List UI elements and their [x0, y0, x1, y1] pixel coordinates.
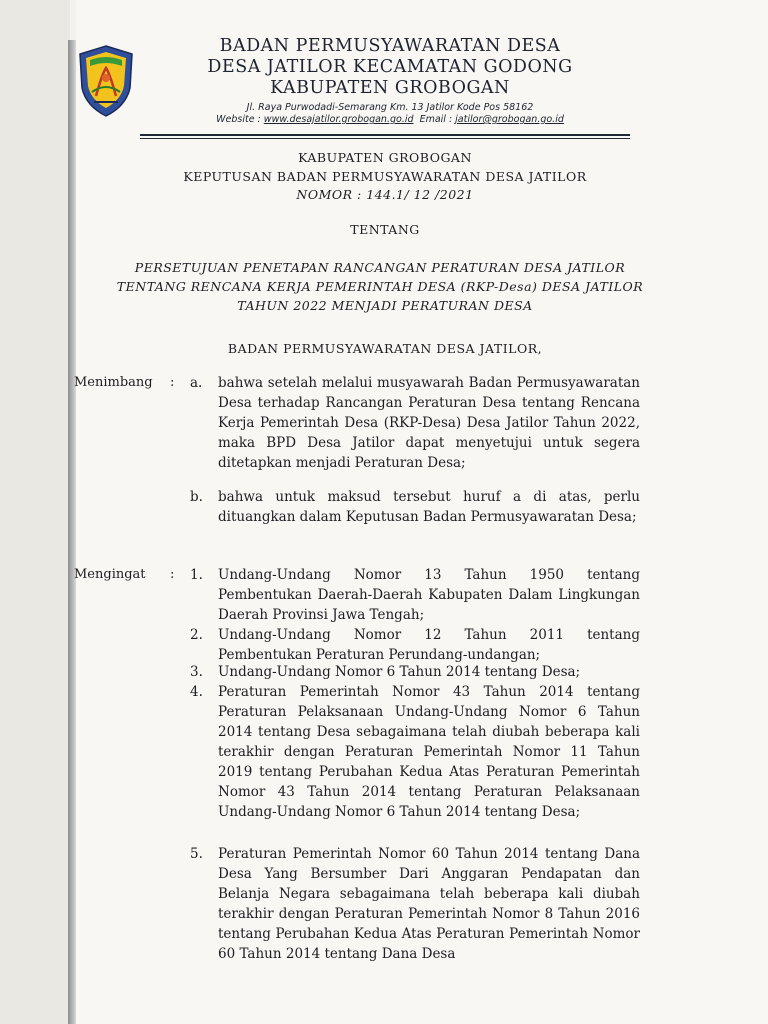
subject-line-2: TENTANG RENCANA KERJA PEMERINTAH DESA (RKP-Desa) DESA JATILOR — [116, 279, 644, 294]
decree-about: TENTANG — [350, 222, 420, 237]
issuing-body: BADAN PERMUSYAWARATAN DESA JATILOR, — [227, 341, 543, 356]
letterhead-line-2: DESA JATILOR KECAMATAN GODONG — [207, 57, 573, 77]
menimbang-colon: : — [170, 375, 175, 390]
subject-line-3: TAHUN 2022 MENJADI PERATURAN DESA — [237, 298, 533, 313]
letterhead-line-1: BADAN PERMUSYAWARATAN DESA — [219, 36, 561, 56]
mengingat-marker-1: 1. — [190, 567, 203, 583]
mengingat-item-5: Peraturan Pemerintah Nomor 60 Tahun 2014 tentang Dana Desa Yang Bersumber Dari Anggaran Pendapatan dan Belanja Negara sebagaimana telah beberapa kali diubah terakhir dengan Peraturan Pemerintah Nomor 8 Tahun 2016 tentang Perubahan Kedua Atas Peraturan Pemerintah Nomor 60 Tahun 2014 tentang Dana Desa — [218, 846, 640, 962]
email-label: Email : — [419, 114, 453, 125]
scan-margin — [0, 0, 70, 1024]
menimbang-marker-b: b. — [190, 489, 203, 505]
letterhead-address: Jl. Raya Purwodadi-Semarang Km. 13 Jatilor Kode Pos 58162 — [246, 102, 534, 113]
letterhead-contact — [150, 114, 630, 125]
mengingat-marker-3: 3. — [190, 664, 203, 680]
mengingat-item-3: Undang-Undang Nomor 6 Tahun 2014 tentang Desa; — [218, 664, 581, 680]
mengingat-label: Mengingat — [74, 567, 146, 582]
subject-line-1: PERSETUJUAN PENETAPAN RANCANGAN PERATURAN DESA JATILOR — [134, 260, 626, 275]
mengingat-marker-2: 2. — [190, 627, 203, 643]
grobogan-emblem-icon — [78, 44, 134, 118]
mengingat-item-1: Undang-Undang Nomor 13 Tahun 1950 tentang Pembentukan Daerah-Daerah Kabupaten Dalam Lingkungan Daerah Provinsi Jawa Tengah; — [218, 567, 640, 623]
binding-shadow — [68, 40, 76, 1024]
letterhead-rule-thick — [140, 134, 630, 136]
letterhead-line-3: KABUPATEN GROBOGAN — [270, 78, 510, 98]
menimbang-label: Menimbang — [74, 375, 153, 390]
decree-regency: KABUPATEN GROBOGAN — [298, 150, 472, 165]
menimbang-marker-a: a. — [190, 375, 203, 391]
email-link[interactable]: jatilor@grobogan.go.id — [455, 114, 564, 125]
menimbang-item-b: bahwa untuk maksud tersebut huruf a di atas, perlu dituangkan dalam Keputusan Badan Permusyawaratan Desa; — [218, 489, 640, 525]
mengingat-item-4: Peraturan Pemerintah Nomor 43 Tahun 2014 tentang Peraturan Pelaksanaan Undang-Undang Nomor 6 Tahun 2014 tentang Desa sebagaimana telah diubah beberapa kali terakhir dengan Peraturan Pemerintah Nomor 11 Tahun 2019 tentang Perubahan Kedua Atas Peraturan Pemerintah Nomor 43 Tahun 2014 tentang Peraturan Pelaksanaan Undang-Undang Nomor 6 Tahun 2014 tentang Desa; — [218, 684, 640, 820]
letterhead — [150, 36, 630, 125]
letterhead-rule-thin — [140, 138, 630, 139]
decree-title: KEPUTUSAN BADAN PERMUSYAWARATAN DESA JATILOR — [183, 169, 587, 184]
menimbang-item-a: bahwa setelah melalui musyawarah Badan Permusyawaratan Desa terhadap Rancangan Peraturan Desa tentang Rencana Kerja Pemerintah Desa (RKP-Desa) Desa Jatilor Tahun 2022, maka BPD Desa Jatilor dapat menyetujui untuk segera ditetapkan menjadi Peraturan Desa; — [218, 375, 640, 471]
mengingat-marker-5: 5. — [190, 846, 203, 862]
decree-number: NOMOR : 144.1/ 12 /2021 — [296, 187, 474, 202]
mengingat-colon: : — [170, 567, 175, 582]
mengingat-marker-4: 4. — [190, 684, 203, 700]
website-link[interactable]: www.desajatilor.grobogan.go.id — [263, 114, 414, 125]
website-label: Website : — [216, 114, 261, 125]
mengingat-item-2: Undang-Undang Nomor 12 Tahun 2011 tentang Pembentukan Peraturan Perundang-undangan; — [218, 627, 640, 663]
